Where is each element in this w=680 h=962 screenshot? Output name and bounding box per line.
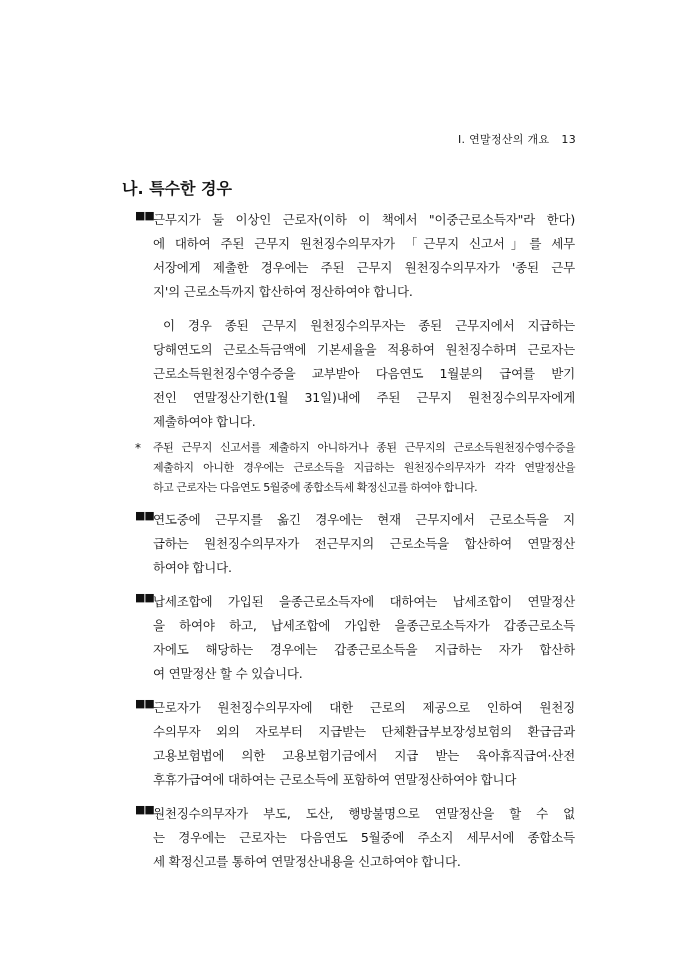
text-line: 세 확정신고를 통하여 연말정산내용을 신고하여야 합니다. — [153, 854, 461, 869]
bullet-text — [135, 508, 575, 580]
bullet-text — [135, 208, 575, 304]
bullet-text — [135, 590, 575, 686]
text-line: 고용보험법에 의한 고용보험기금에서 지급 받는 육아휴직급여·산전 — [153, 748, 575, 763]
bullet-item-multiple-workplaces — [135, 208, 575, 304]
bullet-item-bankruptcy — [135, 802, 575, 874]
text-line: 제출하여야 합니다. — [153, 414, 256, 429]
asterisk-icon: * — [135, 441, 141, 455]
text-line: 을 하여야 하고, 납세조합에 가입한 을종근로소득자가 갑종근로소득 — [153, 618, 575, 633]
text-line: 급하는 원천징수의무자가 전근무지의 근로소득을 합산하여 연말정산 — [153, 536, 575, 551]
footnote-text — [135, 438, 575, 498]
text-line: 근로자가 원천징수의무자에 대한 근로의 제공으로 인하여 원천징 — [153, 700, 575, 715]
bullet-text — [135, 802, 575, 874]
bullet-item-job-change — [135, 508, 575, 580]
text-line: 제출하지 아니한 경우에는 근로소득을 지급하는 원천징수의무자가 각각 연말정산을 — [153, 461, 575, 474]
text-line: 자에도 해당하는 경우에는 갑종근로소득을 지급하는 자가 합산하 — [153, 642, 575, 657]
bullet-square-icon: ■■ — [135, 803, 154, 816]
text-line: 주된 근무지 신고서를 제출하지 아니하거나 종된 근무지의 근로소득원천징수영수증을 — [153, 441, 575, 454]
text-line: 하고 근로자는 다음연도 5월중에 종합소득세 확정신고를 하여야 합니다. — [153, 481, 478, 494]
footnote — [135, 438, 575, 498]
text-line: 당해연도의 근로소득금액에 기본세율을 적용하여 원천징수하며 근로자는 — [153, 342, 575, 357]
text-line: 전인 연말정산기한(1월 31일)내에 주된 근무지 원천징수의무자에게 — [153, 390, 575, 405]
bullet-text — [135, 696, 575, 792]
text-line: 원천징수의무자가 부도, 도산, 행방불명으로 연말정산을 할 수 없 — [153, 806, 575, 821]
text-line: 는 경우에는 근로자는 다음연도 5월중에 주소지 세무서에 종합소득 — [153, 830, 575, 845]
bullet-square-icon: ■■ — [135, 209, 154, 222]
bullet-square-icon: ■■ — [135, 591, 154, 604]
text-line: 수의무자 외의 자로부터 지급받는 단체환급부보장성보험의 환급금과 — [153, 724, 575, 739]
text-line: 후휴가급여에 대하여는 근로소득에 포함하여 연말정산하여야 합니다 — [153, 772, 517, 787]
text-line: 근로소득원천징수영수증을 교부받아 다음연도 1월분의 급여를 받기 — [153, 366, 575, 381]
bullet-square-icon: ■■ — [135, 697, 154, 710]
bullet-square-icon: ■■ — [135, 509, 154, 522]
page-number: 13 — [561, 133, 576, 146]
text-line: 납세조합에 가입된 을종근로소득자에 대하여는 납세조합이 연말정산 — [153, 594, 575, 609]
bullet-item-third-party-payments — [135, 696, 575, 792]
document-body — [135, 208, 575, 884]
text-line: 연도중에 근무지를 옮긴 경우에는 현재 근무지에서 근로소득을 지 — [153, 512, 575, 527]
text-line: 이 경우 종된 근무지 원천징수의무자는 종된 근무지에서 지급하는 — [163, 318, 575, 333]
text-line: 근무지가 둘 이상인 근로자(이하 이 책에서 "이중근로소득자"라 한다) — [153, 212, 575, 227]
sub-paragraph — [135, 314, 575, 434]
text-line: 여 연말정산 할 수 있습니다. — [153, 666, 303, 681]
text-line: 에 대하여 주된 근무지 원천징수의무자가 「근무지 신고서」를 세무 — [153, 236, 575, 251]
text-line: 하여야 합니다. — [153, 560, 232, 575]
running-header — [458, 131, 576, 147]
bullet-item-tax-association — [135, 590, 575, 686]
chapter-title: Ⅰ. 연말정산의 개요 — [457, 133, 550, 146]
text-line: 서장에게 제출한 경우에는 주된 근무지 원천징수의무자가 '종된 근무 — [153, 260, 575, 275]
text-line: 지'의 근로소득까지 합산하여 정산하여야 합니다. — [153, 284, 413, 299]
section-title: 나. 특수한 경우 — [122, 179, 232, 198]
